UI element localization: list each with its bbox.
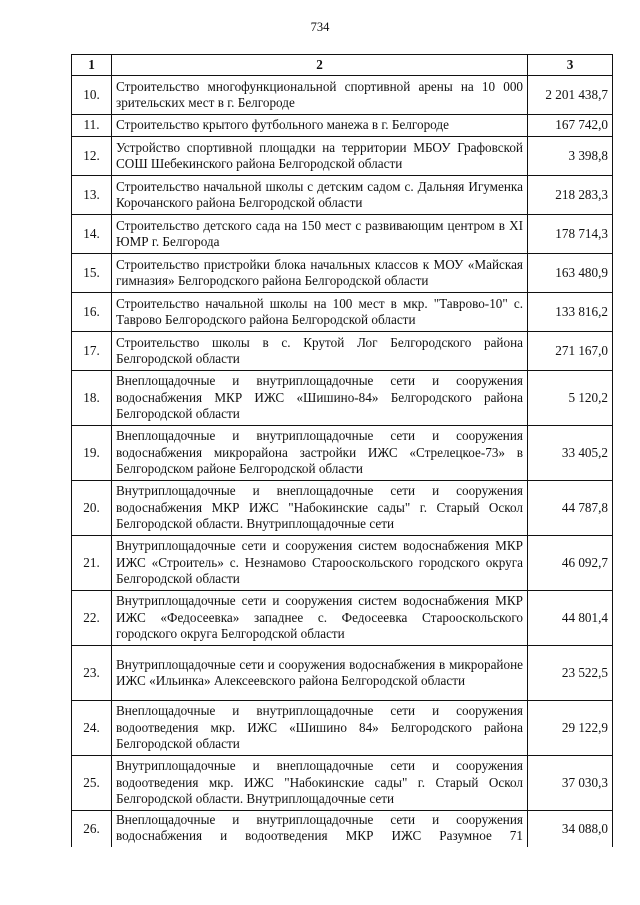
row-name: Внутриплощадочные сети и сооружения систем водоснабжения МКР ИЖС «Строитель» с. Незнамово Старооскольского городского округа Белгородской области <box>112 536 528 591</box>
row-number: 23. <box>72 646 112 701</box>
row-amount: 33 405,2 <box>528 426 613 481</box>
row-number: 25. <box>72 756 112 811</box>
column-header-amount: 3 <box>528 55 613 76</box>
row-number: 24. <box>72 701 112 756</box>
row-number: 15. <box>72 254 112 293</box>
row-number: 16. <box>72 293 112 332</box>
row-name: Строительство многофункциональной спортивной арены на 10 000 зрительских мест в г. Белгороде <box>112 76 528 115</box>
row-number: 10. <box>72 76 112 115</box>
row-name: Внеплощадочные и внутриплощадочные сети и сооружения водоснабжения микрорайона застройки ИЖС «Стрелецкое-73» в Белгородском районе Белгородской области <box>112 426 528 481</box>
row-number: 21. <box>72 536 112 591</box>
page-number: 734 <box>310 20 330 34</box>
column-header-number: 1 <box>72 55 112 76</box>
table-row <box>72 332 613 371</box>
row-name: Устройство спортивной площадки на территории МБОУ Графовской СОШ Шебекинского района Белгородской области <box>112 137 528 176</box>
table-header-row <box>72 55 613 76</box>
row-amount: 178 714,3 <box>528 215 613 254</box>
row-name: Внеплощадочные и внутриплощадочные сети и сооружения водоснабжения МКР ИЖС «Шишино-84» Белгородского района Белгородской области <box>112 371 528 426</box>
row-amount: 218 283,3 <box>528 176 613 215</box>
table-row <box>72 76 613 115</box>
table-row <box>72 591 613 646</box>
row-name: Внутриплощадочные сети и сооружения систем водоснабжения МКР ИЖС «Федосеевка» западнее с. Федосеевка Старооскольского городского округа Белгородской области <box>112 591 528 646</box>
row-amount: 44 801,4 <box>528 591 613 646</box>
table-row <box>72 481 613 536</box>
row-number: 13. <box>72 176 112 215</box>
row-amount: 29 122,9 <box>528 701 613 756</box>
row-amount: 2 201 438,7 <box>528 76 613 115</box>
row-number: 19. <box>72 426 112 481</box>
row-number: 26. <box>72 811 112 847</box>
table-row <box>72 426 613 481</box>
row-amount: 3 398,8 <box>528 137 613 176</box>
table-row <box>72 176 613 215</box>
table-row <box>72 371 613 426</box>
row-name: Строительство начальной школы на 100 мест в мкр. "Таврово-10" с. Таврово Белгородского района Белгородской области <box>112 293 528 332</box>
row-number: 14. <box>72 215 112 254</box>
row-number: 17. <box>72 332 112 371</box>
table-row <box>72 137 613 176</box>
row-number: 22. <box>72 591 112 646</box>
row-amount: 5 120,2 <box>528 371 613 426</box>
row-number: 20. <box>72 481 112 536</box>
row-name: Внеплощадочные и внутриплощадочные сети и сооружения водоотведения мкр. ИЖС «Шишино 84» Белгородского района Белгородской области <box>112 701 528 756</box>
row-amount: 23 522,5 <box>528 646 613 701</box>
row-amount: 271 167,0 <box>528 332 613 371</box>
table-row <box>72 254 613 293</box>
table-row <box>72 115 613 137</box>
column-header-name: 2 <box>112 55 528 76</box>
table-row <box>72 536 613 591</box>
row-amount: 44 787,8 <box>528 481 613 536</box>
row-name: Внутриплощадочные сети и сооружения водоснабжения в микрорайоне ИЖС «Ильинка» Алексеевского района Белгородской области <box>112 646 528 701</box>
budget-table <box>71 54 613 847</box>
row-amount: 34 088,0 <box>528 811 613 847</box>
row-name: Строительство пристройки блока начальных классов к МОУ «Майская гимназия» Белгородского района Белгородской области <box>112 254 528 293</box>
row-name: Внеплощадочные и внутриплощадочные сети и сооружения водоснабжения и водоотведения МКР ИЖС Разумное 71 <box>112 811 528 847</box>
row-amount: 46 092,7 <box>528 536 613 591</box>
row-name: Строительство начальной школы с детским садом с. Дальняя Игуменка Корочанского района Белгородской области <box>112 176 528 215</box>
row-name: Внутриплощадочные и внеплощадочные сети и сооружения водоснабжения МКР ИЖС "Набокинские сады" г. Старый Оскол Белгородской области. Внутриплощадочные сети <box>112 481 528 536</box>
row-name: Строительство детского сада на 150 мест с развивающим центром в XI ЮМР г. Белгорода <box>112 215 528 254</box>
row-amount: 163 480,9 <box>528 254 613 293</box>
row-number: 18. <box>72 371 112 426</box>
row-amount: 37 030,3 <box>528 756 613 811</box>
table-row <box>72 215 613 254</box>
row-amount: 133 816,2 <box>528 293 613 332</box>
table-row <box>72 701 613 756</box>
row-name: Строительство крытого футбольного манежа в г. Белгороде <box>112 115 528 137</box>
table-row <box>72 646 613 701</box>
table-row <box>72 756 613 811</box>
table-row <box>72 293 613 332</box>
row-name: Внутриплощадочные и внеплощадочные сети и сооружения водоотведения мкр. ИЖС "Набокинские сады" г. Старый Оскол Белгородской области. Внутриплощадочные сети <box>112 756 528 811</box>
table-row <box>72 811 613 847</box>
row-name: Строительство школы в с. Крутой Лог Белгородского района Белгородской области <box>112 332 528 371</box>
row-number: 12. <box>72 137 112 176</box>
row-number: 11. <box>72 115 112 137</box>
row-amount: 167 742,0 <box>528 115 613 137</box>
